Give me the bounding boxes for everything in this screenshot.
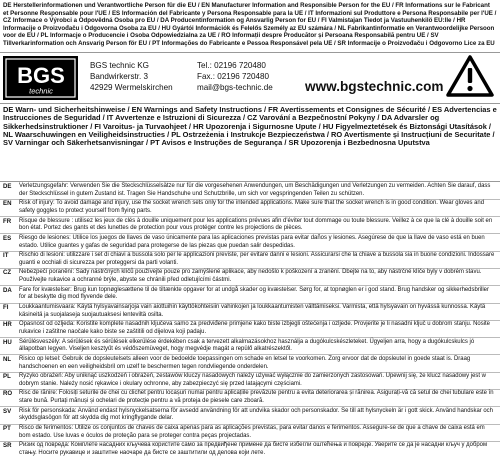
language-code: CZ xyxy=(3,269,12,277)
warning-text: Sérülésveszély: A sérülések és sérülések elkerülése érdekében csak a tervezett alkalmazásokhoz használja a dugókulcskészleteket. Ügyeljen arra, hogy a dugókulcskulcs jó állapotban legyen. Viseljen kesztyűt és védőszemüveget, hogy megvédje magát a repülő alkatrészektől. xyxy=(19,338,475,353)
warning-text: Loukkaantumisvaara: Käytä hylsyavainsarjoja vain aiottuihin käyttökohteisiin vahinkojen ja loukkaantumisten välttämiseksi. Varmista, että hylsyavain on hyvässä kunnossa. Käytä käsineitä ja suojalaseja suojautuaksesi lenteviltä osilta. xyxy=(19,303,486,318)
divider xyxy=(0,52,500,53)
company-street: Bandwirkerstr. 3 xyxy=(90,72,149,81)
warning-text: Risc de rănire: Folosiți seturile de chei cu clichet pentru locașuri numai pentru aplicațiile prevăzute pentru a evita deteriorarea și rănirea. Asigurați-vă că setul de chei tubulare este în stare bună. Purtați mănuși și ochelari de protecție pentru a vă proteja de piesele care zboară. xyxy=(19,390,494,405)
manufacturer-info-heading: DE Herstellerinformationen und Verantwortliche Person für die EU / EN Manufacturer Information and Responsible Person for the EU / FR Informations sur le Fabricant et Personne Responsable pour l'UE / ES Información del Fabricante y Persona Responsable para la UE / IT Informazioni sul Produttore e Persona Responsabile per l'UE / CZ Informace o Výrobci a Odpovědná Osoba pro EU / DA Producentinformation og Ansvarlig Person for EU / FI Valmistajan Tiedot ja Vastuuhenkilö EU:lle / HR Informacije o Proizvođaču i Odgovorna Osoba za EU / HU Gyártói Információk és Felelős Személy az EU számára / NL Fabrikantinformatie en Verantwoordelijke Persoon voor de EU / PL Informacje o Producencie i Osoba Odpowiedzialna za UE / RO Informații despre Producător și Persoana Responsabilă pentru UE / SV Tillverkarinformation och Ansvarig Person för EU / PT Informações do Fabricante e Pessoa Responsável pela UE / SR Informacije o Proizvođaču i Odgovorno Lice za EU xyxy=(3,2,497,47)
warning-text: Fare for kvæstelser: Brug kun topnøglesættene til de tiltænkte opgaver for at undgå skader og kvæstelser. Sørg for, at topnøglen er i god stand. Brug handsker og sikkerhedsbriller for at beskytte dig mod flyvende dele. xyxy=(19,286,489,301)
warning-entry-hr xyxy=(0,321,500,336)
company-website[interactable]: www.bgstechnic.com xyxy=(305,79,444,94)
warning-text: Ризик од повреда: Комплете насадних кључева користите само за предвиђене примене да бисте избегли оштећења и повреде. Уверите се да је насадни кључ у добром стању. Носите рукавице и заштитне наочаре да бисте се заштитили од делова који лете. xyxy=(19,442,488,456)
warning-entry-ro xyxy=(0,390,500,405)
language-code: DA xyxy=(3,286,12,294)
language-code: DE xyxy=(3,183,12,190)
language-code: PL xyxy=(3,373,11,381)
language-code: HR xyxy=(3,321,12,329)
warning-text: Risk för personskada: Använd endast hylsnyckelsatserna för avsedd användning för att undvika skador och personskador. Se till att hylsnyckeln är i gott skick. Använd handskar och skyddsglasögon för att skydda dig mot kringflygande delar. xyxy=(19,407,493,422)
language-code: SV xyxy=(3,407,12,415)
language-code: EN xyxy=(3,200,12,208)
warning-text: Nebezpečí poranění: Sady nástrčných klíčů používejte pouze pro zamýšlené aplikace, aby nedošlo k poškození a zranění. Dbejte na to, aby nástrčné klíče byly v dobrém stavu. Používejte rukavice a ochranné brýle, abyste se chránili před odletujícími částmi. xyxy=(19,269,482,284)
warning-entry-hu xyxy=(0,339,500,354)
warning-entry-da xyxy=(0,287,500,302)
logo-text: BGS xyxy=(17,63,65,88)
warning-text: Risico op letsel: Gebruik de dopsleutelsets alleen voor de bedoelde toepassingen om schade en letsel te voorkomen. Zorg ervoor dat de dopsleutel in goede staat is. Draag handschoenen en een veiligheidsbril om uzelf te beschermen tegen rondvliegende onderdelen. xyxy=(19,355,471,370)
warning-text: Riesgo de lesiones: Utilice los juegos de llaves de vaso únicamente para las aplicaciones previstas para evitar daños y lesiones. Asegúrese de que la llave de vaso está en buen estado. Utilice guantes y gafas de seguridad para protegerse de las piezas que puedan salir despedidas. xyxy=(19,234,485,249)
warning-entry-nl xyxy=(0,356,500,371)
warning-text: Verletzungsgefahr: Verwenden Sie die Steckschlüsselsätze nur für die vorgesehenen Anwendungen, um Beschädigungen und Verletzungen zu vermeiden. Achten Sie darauf, dass der Steckschlüssel in gutem Zustand ist. Tragen Sie Handschuhe und Schutzbrille, um sich vor vegspringenden Teilen zu schützen. xyxy=(19,183,491,197)
warning-entry-pl xyxy=(0,373,500,388)
language-code: PT xyxy=(3,424,11,432)
language-code: FI xyxy=(3,303,9,311)
warning-entry-de xyxy=(0,183,500,198)
language-code: SR xyxy=(3,442,12,450)
company-fax: Fax.: 02196 720480 xyxy=(197,72,270,81)
warning-text: Risk of injury: To avoid damage and injury, use the socket wrench sets only for the intended applications. Make sure that the socket wrench is in good condition. Wear gloves and safety goggles to protect yourself from flying parts. xyxy=(19,200,485,214)
company-mail[interactable]: mail@bgs-technic.de xyxy=(197,83,273,92)
language-code: IT xyxy=(3,252,9,260)
warning-text: Ryzyko obrażeń: Aby uniknąć uszkodzeń i obrażeń, zestawów kluczy nasadowych należy używać wyłącznie do zamierzonych zastosowań. Upewnij się, że klucz nasadowy jest w dobrym stanie. Należy nosić rękawice i okulary ochronne, aby zabezpieczyć się przed latającymi częściami. xyxy=(19,373,486,387)
warning-text: Risco de ferimentos: Utilize os conjuntos de chaves de caixa apenas para as aplicações previstas, para evitar danos e ferimentos. Assegure-se de que a chave de caixa está em bom estado. Use luvas e óculos de proteção para se proteger contra peças projectadas. xyxy=(19,424,485,439)
language-code: HU xyxy=(3,338,12,346)
language-code: FR xyxy=(3,217,12,225)
company-address xyxy=(90,60,173,93)
warnings-list xyxy=(0,183,500,458)
company-contact xyxy=(197,60,273,93)
warning-entry-cz xyxy=(0,269,500,284)
warning-triangle-icon xyxy=(446,55,494,97)
language-code: ES xyxy=(3,234,12,242)
warning-entry-sr xyxy=(0,442,500,457)
warning-entry-es xyxy=(0,235,500,250)
warning-text: Risque de blessure : utilisez les jeux de clés à douille uniquement pour les applications prévues afin d'éviter tout dommage ou toute blessure. Veillez à ce que la clé à douille soit en bon état. Portez des gants et des lunettes de protection pour vous protéger contre les projections de pièces. xyxy=(19,217,493,232)
language-code: NL xyxy=(3,355,12,363)
warning-entry-fr xyxy=(0,218,500,233)
bgs-logo xyxy=(3,56,78,100)
warning-entry-sv xyxy=(0,408,500,423)
warning-entry-it xyxy=(0,252,500,267)
warning-entry-en xyxy=(0,200,500,215)
language-code: RO xyxy=(3,390,13,398)
safety-heading: DE Warn- und Sicherheitshinweise / EN Warnings and Safety Instructions / FR Avertissements et Consignes de Sécurité / ES Advertencias e Instrucciones de Seguridad / IT Avvertenze e Istruzioni di Sicurezza / CZ Varování a Bezpečnostní Pokyny / DA Advarsler og Sikkerhedsinstruktioner / FI Varoitus- ja Turvaohjeet / HR Upozorenja i Sigurnosne Upute / HU Figyelmeztetések és Biztonsági Utasítások / NL Waarschuwingen en Veiligheidsinstructies / PL Ostrzeżenia i Instrukcje Bezpieczeństwa / RO Avertismente și Instrucțiuni de Securitate / SV Varningar och Säkerhetsanvisningar / PT Avisos e Instruções de Segurança / SR Upozorenja i Bezbednosna Uputstva xyxy=(3,105,497,148)
warning-text: Rischio di lesioni: utilizzare i set di chiavi a bussola solo per le applicazioni previste, per evitare danni e lesioni. Assicurarsi che la chiave a bussola sia in buone condizioni. Indossare guanti e occhiali di sicurezza per proteggersi da parti volanti. xyxy=(19,252,495,266)
warning-entry-fi xyxy=(0,304,500,319)
warning-text: Opasnost od ozljeda: Koristite komplete nasadnih ključeva samo za predviđene primjene kako biste izbjegli oštećenja i ozljede. Provjerite je li nasadni ključ u dobrom stanju. Nosite rukavice i zaštitne naočale kako biste se zaštitili od dijelova koji padaju. xyxy=(19,321,490,335)
divider xyxy=(0,103,500,104)
company-tel: Tel.: 02196 720480 xyxy=(197,61,266,70)
divider xyxy=(0,181,500,182)
company-city: 42929 Wermelskirchen xyxy=(90,83,173,92)
company-name: BGS technic KG xyxy=(90,61,149,70)
logo-subtext: technic xyxy=(29,86,53,96)
warning-entry-pt xyxy=(0,425,500,440)
